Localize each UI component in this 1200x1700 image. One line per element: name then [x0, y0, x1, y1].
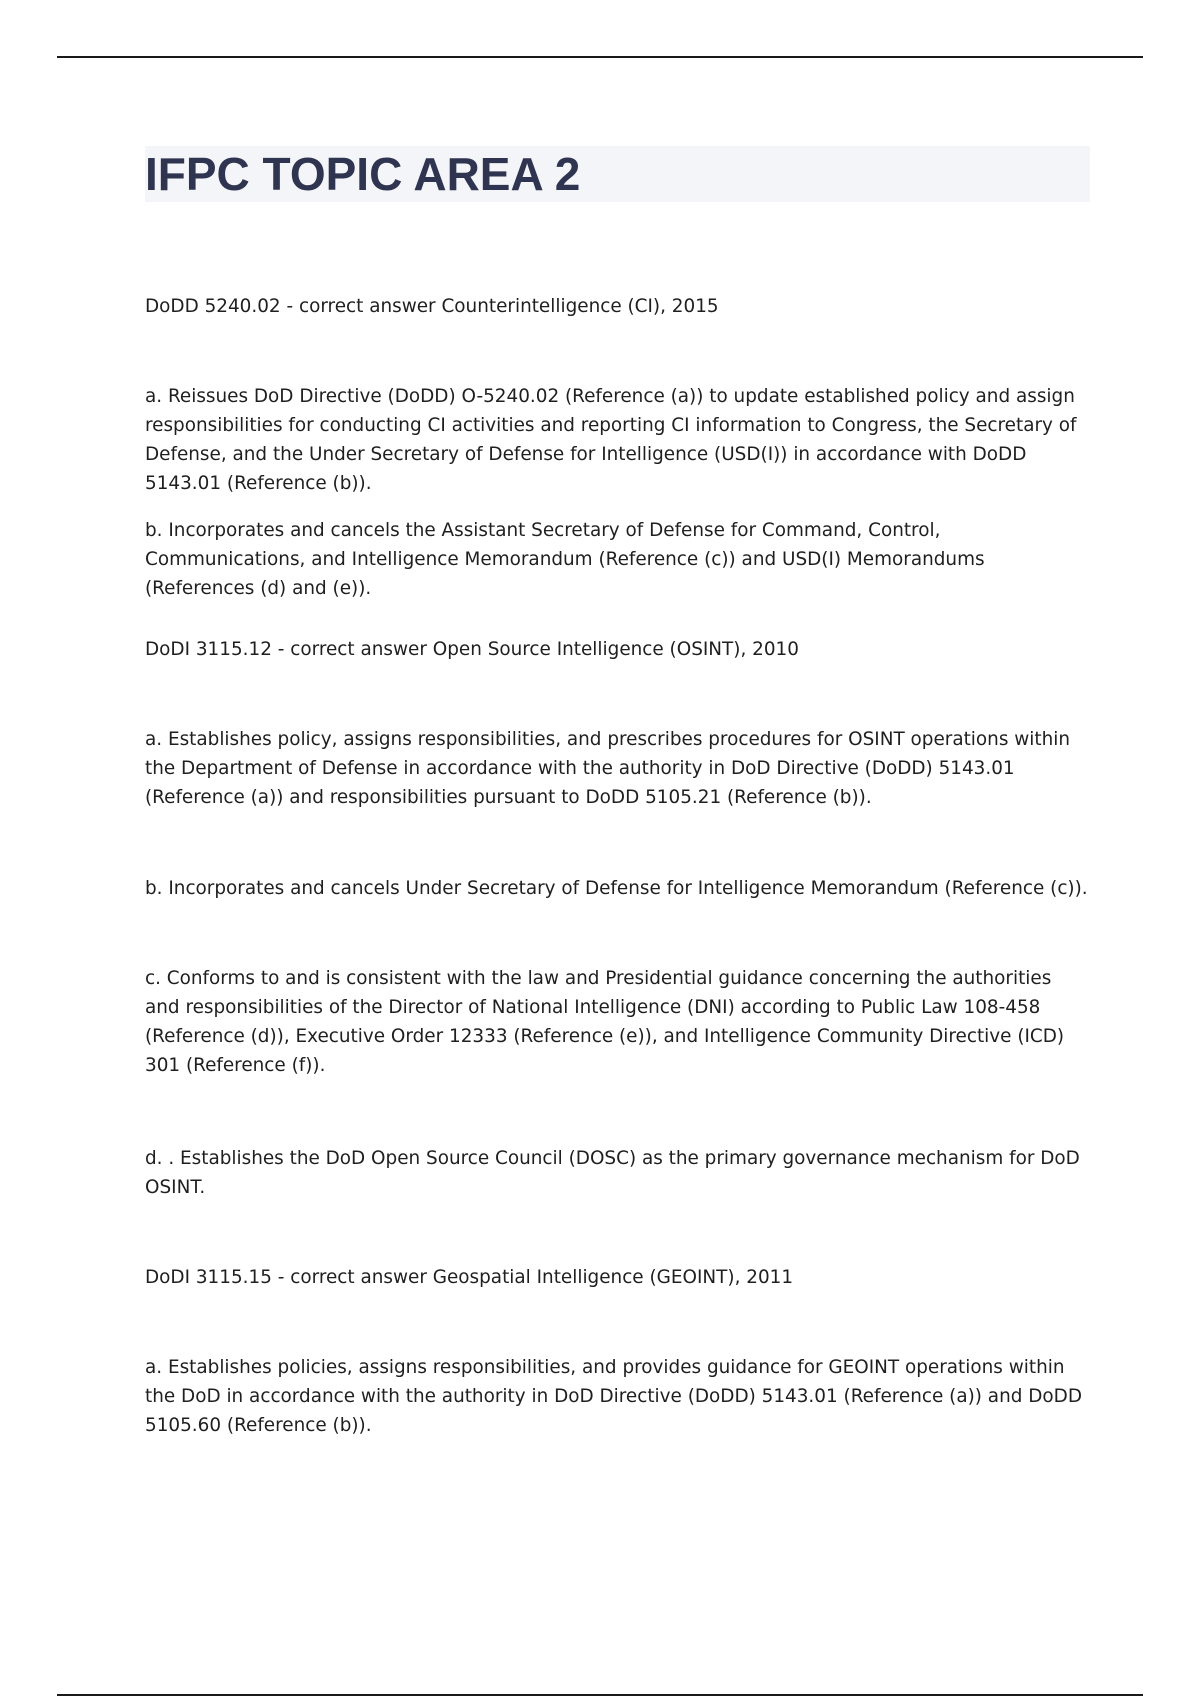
paragraph-dodi-3115-12-heading: DoDI 3115.12 - correct answer Open Source Intelligence (OSINT), 2010 — [145, 639, 799, 660]
paragraph-dodi-3115-12-c: c. Conforms to and is consistent with the law and Presidential guidance concerning the authorities and responsibilities of the Director of National Intelligence (DNI) according to Public Law 108-458 (Reference (d)), Executive Order 12333 (Reference (e)), and Intelligence Community Directive (ICD) 301 (Reference (f)). — [145, 968, 1065, 1076]
paragraph-dodi-3115-15-a: a. Establishes policies, assigns responsibilities, and provides guidance for GEOINT operations within the DoD in accordance with the authority in DoD Directive (DoDD) 5143.01 (Reference (a)) and DoDD 5105.60 (Reference (b)). — [145, 1357, 1082, 1436]
paragraph-dodi-3115-12-d: d. . Establishes the DoD Open Source Council (DOSC) as the primary governance mechanism for DoD OSINT. — [145, 1148, 1080, 1198]
paragraph-dodi-3115-15-heading: DoDI 3115.15 - correct answer Geospatial Intelligence (GEOINT), 2011 — [145, 1267, 794, 1288]
paragraph-dodd-5240-heading: DoDD 5240.02 - correct answer Counterintelligence (CI), 2015 — [145, 296, 719, 317]
bottom-rule — [57, 1694, 1143, 1696]
paragraph-dodi-3115-12-b: b. Incorporates and cancels Under Secretary of Defense for Intelligence Memorandum (Reference (c)). — [145, 878, 1088, 899]
paragraph-dodd-5240-b: b. Incorporates and cancels the Assistant Secretary of Defense for Command, Control, Communications, and Intelligence Memorandum (Reference (c)) and USD(I) Memorandums (References (d) and (e)). — [145, 520, 985, 599]
document-title: IFPC TOPIC AREA 2 — [145, 148, 581, 200]
top-rule — [57, 56, 1143, 58]
paragraph-dodd-5240-a: a. Reissues DoD Directive (DoDD) O-5240.02 (Reference (a)) to update established policy and assign responsibilities for conducting CI activities and reporting CI information to Congress, the Secretary of Defense, and the Under Secretary of Defense for Intelligence (USD(I)) in accordance with DoDD 5143.01 (Reference (b)). — [145, 386, 1077, 494]
paragraph-dodi-3115-12-a: a. Establishes policy, assigns responsibilities, and prescribes procedures for OSINT operations within the Department of Defense in accordance with the authority in DoD Directive (DoDD) 5143.01 (Reference (a)) and responsibilities pursuant to DoDD 5105.21 (Reference (b)). — [145, 729, 1071, 808]
